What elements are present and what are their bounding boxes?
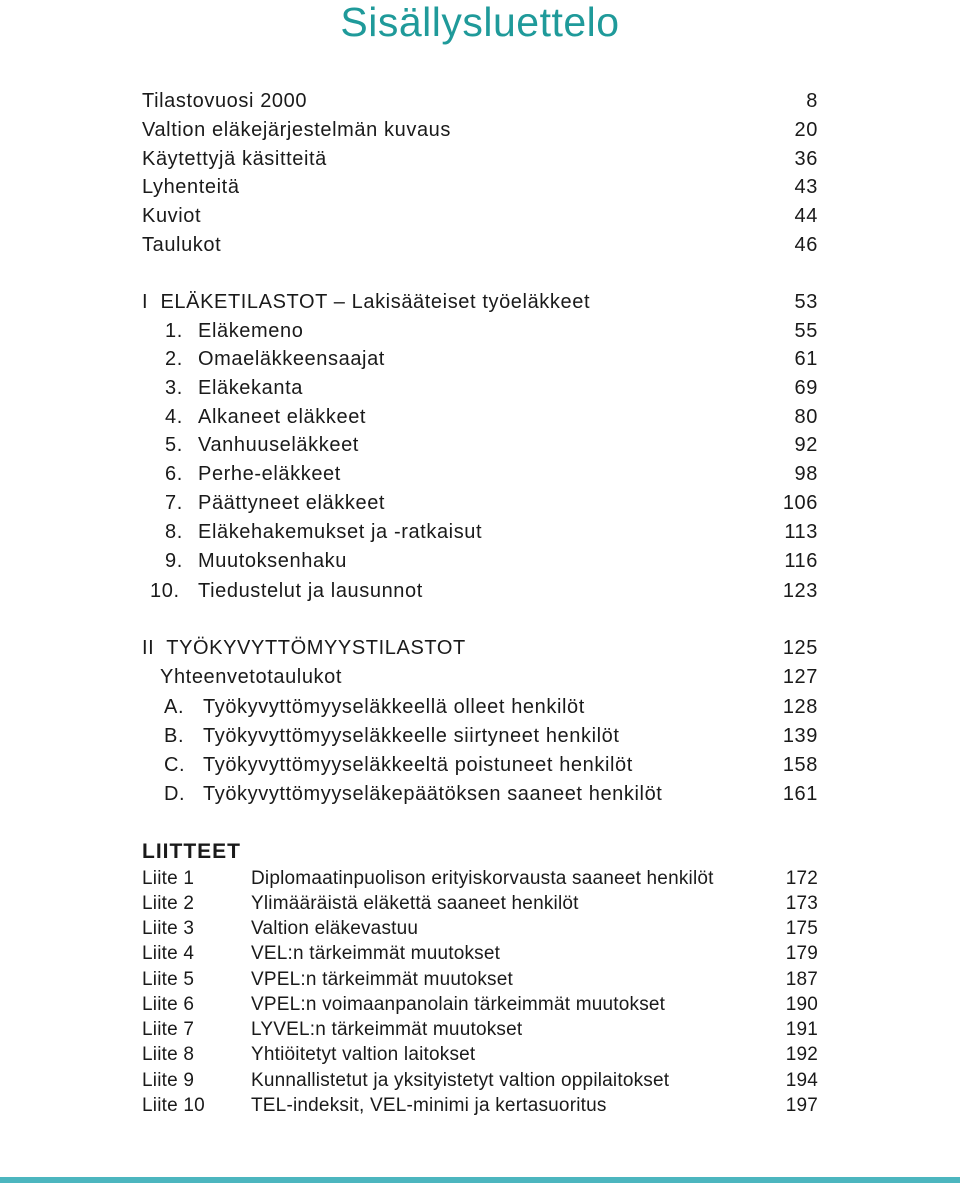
toc-entry[interactable]	[0, 345, 960, 373]
appendix-page: 179	[785, 943, 818, 964]
toc-entry-label: Tiedustelut ja lausunnot	[198, 580, 423, 602]
appendix-label: Liite 8	[142, 1044, 195, 1065]
toc-entry-page: 128	[782, 696, 818, 718]
toc-entry-page: 8	[806, 90, 818, 112]
toc-entry[interactable]	[0, 577, 960, 605]
appendix-page: 197	[785, 1095, 818, 1116]
appendix-title: TEL-indeksit, VEL-minimi ja kertasuoritus	[251, 1095, 607, 1116]
toc-entry-page: 44	[794, 205, 818, 227]
appendix-title: Yhtiöitetyt valtion laitokset	[251, 1044, 476, 1065]
toc-entry-label: Työkyvyttömyyseläkkeellä olleet henkilöt	[203, 696, 585, 718]
toc-entry-page: 69	[794, 377, 818, 399]
appendix-entry[interactable]	[0, 891, 960, 916]
toc-entry-label: Muutoksenhaku	[198, 550, 348, 572]
toc-entry-label: Perhe-eläkkeet	[198, 463, 341, 485]
toc-entry-number: 8.	[165, 521, 183, 543]
appendix-label: Liite 6	[142, 994, 195, 1015]
toc-entry-page: 36	[794, 148, 818, 170]
toc-entry-number: 3.	[165, 377, 183, 399]
appendix-page: 194	[785, 1070, 818, 1091]
toc-entry-number: 1.	[165, 320, 183, 342]
toc-entry-label: Valtion eläkejärjestelmän kuvaus	[142, 119, 451, 141]
toc-entry-number: B.	[164, 725, 185, 747]
toc-entry-label: Vanhuuseläkkeet	[198, 434, 359, 456]
appendix-page: 172	[785, 868, 818, 889]
toc-entry-number: 4.	[165, 406, 183, 428]
toc-entry-number: 9.	[165, 550, 183, 572]
toc-entry[interactable]	[0, 374, 960, 402]
appendix-entry[interactable]	[0, 1042, 960, 1067]
toc-entry-page: 92	[794, 434, 818, 456]
toc-entry[interactable]	[0, 116, 960, 144]
toc-entry-page: 80	[794, 406, 818, 428]
appendix-entry[interactable]	[0, 1017, 960, 1042]
toc-entry-number: 10.	[150, 580, 180, 602]
appendix-label: Liite 5	[142, 969, 195, 990]
appendix-entry[interactable]	[0, 1093, 960, 1118]
toc-entry-label: Käytettyjä käsitteitä	[142, 148, 327, 170]
appendix-title: Diplomaatinpuolison erityiskorvausta saaneet henkilöt	[251, 868, 714, 889]
appendix-title: Ylimääräistä eläkettä saaneet henkilöt	[251, 893, 579, 914]
toc-entry-page: 116	[784, 550, 818, 572]
toc-entry-page: 43	[794, 176, 818, 198]
appendix-entry[interactable]	[0, 967, 960, 992]
toc-entry-number: 5.	[165, 434, 183, 456]
toc-entry-page: 98	[794, 463, 818, 485]
toc-entry-label: Kuviot	[142, 205, 202, 227]
toc-entry[interactable]	[0, 202, 960, 230]
appendix-title: LYVEL:n tärkeimmät muutokset	[251, 1019, 523, 1040]
toc-entry[interactable]	[0, 317, 960, 345]
toc-section-heading[interactable]	[0, 288, 960, 316]
appendix-title: VPEL:n voimaanpanolain tärkeimmät muutokset	[251, 994, 666, 1015]
toc-entry-page: 123	[782, 580, 818, 602]
toc-entry-label: Lyhenteitä	[142, 176, 240, 198]
appendix-title: VPEL:n tärkeimmät muutokset	[251, 969, 514, 990]
toc-entry-label: Eläkemeno	[198, 320, 304, 342]
appendices-heading-label: LIITTEET	[142, 840, 241, 863]
toc-entry[interactable]	[0, 722, 960, 750]
toc-entry[interactable]	[0, 460, 960, 488]
appendix-page: 192	[785, 1044, 818, 1065]
toc-entry[interactable]	[0, 547, 960, 575]
toc-entry[interactable]	[0, 87, 960, 115]
toc-entry-number: 7.	[165, 492, 183, 514]
toc-entry[interactable]	[0, 663, 960, 691]
toc-entry[interactable]	[0, 431, 960, 459]
appendix-entry[interactable]	[0, 916, 960, 941]
appendix-label: Liite 2	[142, 893, 195, 914]
appendix-label: Liite 1	[142, 868, 195, 889]
toc-entry-page: 106	[782, 492, 818, 514]
appendix-entry[interactable]	[0, 1068, 960, 1093]
toc-entry[interactable]	[0, 780, 960, 808]
toc-entry-page: 20	[794, 119, 818, 141]
toc-entry-page: 46	[794, 234, 818, 256]
toc-entry-number: 6.	[165, 463, 183, 485]
toc-entry-page: 158	[782, 754, 818, 776]
appendix-title: Valtion eläkevastuu	[251, 918, 419, 939]
toc-entry-page: 125	[782, 637, 818, 659]
toc-entry-label: Tilastovuosi 2000	[142, 90, 308, 112]
appendix-title: Kunnallistetut ja yksityistetyt valtion oppilaitokset	[251, 1070, 670, 1091]
toc-entry[interactable]	[0, 145, 960, 173]
toc-entry-page: 55	[794, 320, 818, 342]
toc-entry-label: Omaeläkkeensaajat	[198, 348, 385, 370]
appendix-label: Liite 10	[142, 1095, 205, 1116]
page-title: Sisällysluettelo	[340, 0, 620, 45]
appendix-label: Liite 9	[142, 1070, 195, 1091]
appendix-label: Liite 7	[142, 1019, 195, 1040]
appendices-heading	[0, 838, 960, 866]
appendix-entry[interactable]	[0, 992, 960, 1017]
appendix-page: 173	[785, 893, 818, 914]
toc-entry-label: Työkyvyttömyyseläkepäätöksen saaneet henkilöt	[203, 783, 663, 805]
appendix-page: 190	[785, 994, 818, 1015]
toc-entry-label: Päättyneet eläkkeet	[198, 492, 386, 514]
toc-entry-page: 139	[782, 725, 818, 747]
appendix-page: 187	[785, 969, 818, 990]
appendix-label: Liite 4	[142, 943, 195, 964]
appendix-page: 175	[785, 918, 818, 939]
toc-entry-label: Taulukot	[142, 234, 222, 256]
appendix-page: 191	[785, 1019, 818, 1040]
toc-entry[interactable]	[0, 173, 960, 201]
toc-entry-number: A.	[164, 696, 185, 718]
toc-entry-number: 2.	[165, 348, 183, 370]
appendix-entry[interactable]	[0, 866, 960, 891]
toc-entry-label: Eläkehakemukset ja -ratkaisut	[198, 521, 483, 543]
toc-entry[interactable]	[0, 489, 960, 517]
toc-entry-number: C.	[164, 754, 186, 776]
toc-entry[interactable]	[0, 403, 960, 431]
toc-entry-label: Yhteenvetotaulukot	[160, 666, 343, 688]
toc-entry-label: Työkyvyttömyyseläkkeeltä poistuneet henkilöt	[203, 754, 633, 776]
toc-entry-number: D.	[164, 783, 186, 805]
toc-entry[interactable]	[0, 751, 960, 779]
toc-section-heading[interactable]	[0, 634, 960, 662]
toc-entry[interactable]	[0, 518, 960, 546]
appendix-entry[interactable]	[0, 941, 960, 966]
toc-entry-label: Alkaneet eläkkeet	[198, 406, 367, 428]
toc-entry-label: Eläkekanta	[198, 377, 303, 399]
toc-entry-label: Työkyvyttömyyseläkkeelle siirtyneet henkilöt	[203, 725, 620, 747]
appendix-label: Liite 3	[142, 918, 195, 939]
toc-entry-page: 113	[784, 521, 818, 543]
toc-entry[interactable]	[0, 231, 960, 259]
toc-section-label: II TYÖKYVYTTÖMYYSTILASTOT	[142, 637, 466, 659]
toc-entry-page: 161	[782, 783, 818, 805]
toc-entry-page: 127	[782, 666, 818, 688]
appendix-title: VEL:n tärkeimmät muutokset	[251, 943, 501, 964]
toc-section-label: I ELÄKETILASTOT – Lakisääteiset työeläkkeet	[142, 291, 591, 313]
footer-bar	[0, 1177, 960, 1183]
toc-entry-page: 61	[794, 348, 818, 370]
toc-entry[interactable]	[0, 693, 960, 721]
toc-entry-page: 53	[794, 291, 818, 313]
